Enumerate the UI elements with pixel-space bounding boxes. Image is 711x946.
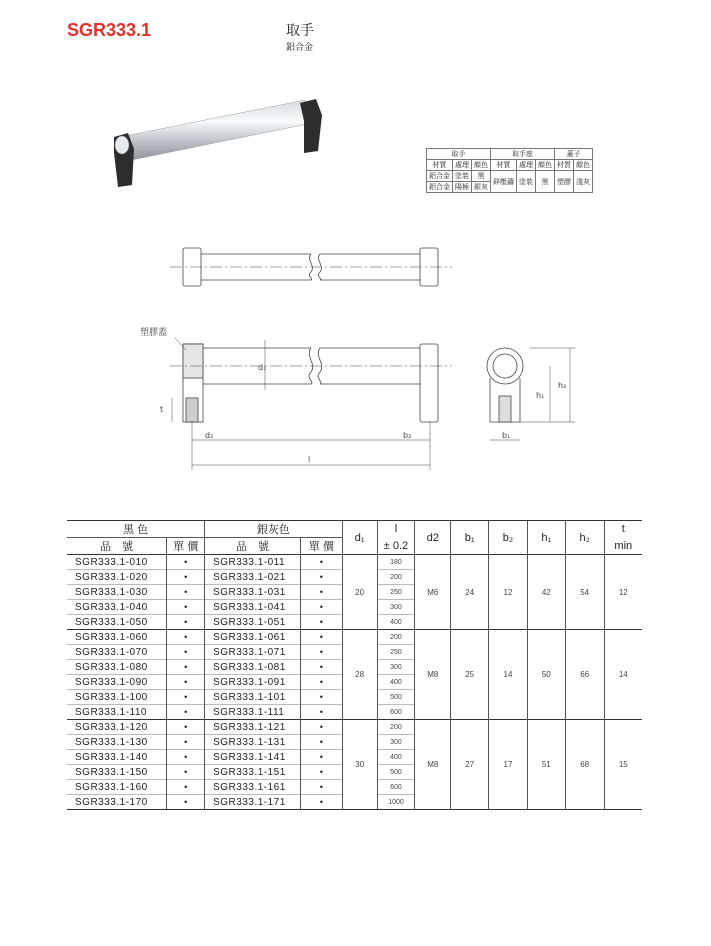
cell-l: 180 xyxy=(377,555,415,570)
cell-d1: 30 xyxy=(342,720,377,810)
spec-cell: 陽極 xyxy=(453,182,472,193)
price-black: • xyxy=(167,720,205,735)
price-black: • xyxy=(167,660,205,675)
header-h1: h₁ xyxy=(527,521,565,555)
cell-l: 200 xyxy=(377,720,415,735)
spec-cell: 銀灰 xyxy=(472,182,491,193)
cell-l: 400 xyxy=(377,615,415,630)
cell-l: 400 xyxy=(377,675,415,690)
side-view xyxy=(170,338,452,470)
cell-b2: 12 xyxy=(489,555,528,630)
price-silver: • xyxy=(300,660,342,675)
cell-h1: 50 xyxy=(527,630,565,720)
price-black: • xyxy=(167,570,205,585)
cell-l: 300 xyxy=(377,735,415,750)
spec-subheader: 處理 xyxy=(517,160,536,171)
cell-h2: 68 xyxy=(565,720,604,810)
header-h2: h₂ xyxy=(565,521,604,555)
header-t-min: min xyxy=(604,538,642,555)
spec-group-base: 取手座 xyxy=(491,149,555,160)
price-black: • xyxy=(167,690,205,705)
price-black: • xyxy=(167,555,205,570)
spec-subheader: 顏色 xyxy=(574,160,593,171)
part-no-silver: SGR333.1-101 xyxy=(205,690,301,705)
part-no-black: SGR333.1-040 xyxy=(67,600,167,615)
part-no-black: SGR333.1-110 xyxy=(67,705,167,720)
header-part-no: 品 號 xyxy=(205,538,301,555)
part-no-black: SGR333.1-050 xyxy=(67,615,167,630)
price-silver: • xyxy=(300,600,342,615)
part-no-silver: SGR333.1-081 xyxy=(205,660,301,675)
part-no-silver: SGR333.1-091 xyxy=(205,675,301,690)
spec-cell: 黑 xyxy=(472,171,491,182)
cell-b1: 24 xyxy=(451,555,489,630)
price-black: • xyxy=(167,705,205,720)
cell-l: 200 xyxy=(377,570,415,585)
cell-d1: 20 xyxy=(342,555,377,630)
dim-h2-label: h₂ xyxy=(558,381,567,390)
part-no-black: SGR333.1-170 xyxy=(67,795,167,810)
product-title: 取手 xyxy=(286,23,314,39)
product-table xyxy=(67,520,642,810)
spec-subheader: 材質 xyxy=(427,160,453,171)
product-material: 鋁合金 xyxy=(286,43,314,53)
part-no-black: SGR333.1-060 xyxy=(67,630,167,645)
price-black: • xyxy=(167,750,205,765)
price-silver: • xyxy=(300,615,342,630)
part-no-silver: SGR333.1-141 xyxy=(205,750,301,765)
price-silver: • xyxy=(300,705,342,720)
spec-cell: 塗裝 xyxy=(453,171,472,182)
part-no-silver: SGR333.1-111 xyxy=(205,705,301,720)
part-no-silver: SGR333.1-011 xyxy=(205,555,301,570)
dim-l-label: l xyxy=(308,455,311,464)
part-no-black: SGR333.1-010 xyxy=(67,555,167,570)
spec-subheader: 材質 xyxy=(555,160,574,171)
part-no-black: SGR333.1-090 xyxy=(67,675,167,690)
cell-t: 15 xyxy=(604,720,642,810)
cell-h1: 42 xyxy=(527,555,565,630)
price-black: • xyxy=(167,600,205,615)
spec-cell: 鋁合金 xyxy=(427,182,453,193)
part-no-silver: SGR333.1-041 xyxy=(205,600,301,615)
cell-l: 1000 xyxy=(377,795,415,810)
price-silver: • xyxy=(300,750,342,765)
spec-cell: 塑膠 xyxy=(555,171,574,193)
table-row xyxy=(67,630,642,645)
cell-t: 12 xyxy=(604,555,642,630)
table-row xyxy=(67,555,642,570)
cell-l: 300 xyxy=(377,600,415,615)
table-row xyxy=(67,720,642,735)
spec-subheader: 處理 xyxy=(453,160,472,171)
price-silver: • xyxy=(300,630,342,645)
header-l-tolerance: ± 0.2 xyxy=(377,538,415,555)
header-b2: b₂ xyxy=(489,521,528,555)
price-black: • xyxy=(167,630,205,645)
header-d2: d2 xyxy=(415,521,451,555)
part-no-black: SGR333.1-020 xyxy=(67,570,167,585)
header-price: 單 價 xyxy=(300,538,342,555)
price-black: • xyxy=(167,675,205,690)
cell-b1: 25 xyxy=(451,630,489,720)
header-part-no: 品 號 xyxy=(67,538,167,555)
part-no-silver: SGR333.1-031 xyxy=(205,585,301,600)
spec-subheader: 材質 xyxy=(491,160,517,171)
spec-cell: 鋁合金 xyxy=(427,171,453,182)
part-no-black: SGR333.1-070 xyxy=(67,645,167,660)
part-no-black: SGR333.1-120 xyxy=(67,720,167,735)
header-silver: 銀灰色 xyxy=(205,521,343,538)
price-silver: • xyxy=(300,735,342,750)
part-no-black: SGR333.1-150 xyxy=(67,765,167,780)
dim-b2-label: b₂ xyxy=(403,431,412,440)
price-black: • xyxy=(167,765,205,780)
part-no-silver: SGR333.1-171 xyxy=(205,795,301,810)
spec-subheader: 顏色 xyxy=(472,160,491,171)
cell-d2: M8 xyxy=(415,630,451,720)
part-no-silver: SGR333.1-061 xyxy=(205,630,301,645)
part-no-silver: SGR333.1-071 xyxy=(205,645,301,660)
price-black: • xyxy=(167,795,205,810)
spec-group-cap: 蓋子 xyxy=(555,149,593,160)
cell-d2: M8 xyxy=(415,720,451,810)
spec-cell: 淺灰 xyxy=(574,171,593,193)
cap-label: 塑膠蓋 xyxy=(140,328,168,338)
part-no-black: SGR333.1-080 xyxy=(67,660,167,675)
price-silver: • xyxy=(300,570,342,585)
part-no-silver: SGR333.1-131 xyxy=(205,735,301,750)
part-no-black: SGR333.1-100 xyxy=(67,690,167,705)
part-no-silver: SGR333.1-121 xyxy=(205,720,301,735)
cell-l: 500 xyxy=(377,765,415,780)
part-no-silver: SGR333.1-021 xyxy=(205,570,301,585)
cell-l: 250 xyxy=(377,585,415,600)
dim-t-label: t xyxy=(160,405,164,414)
cell-t: 14 xyxy=(604,630,642,720)
dim-h1-label: h₁ xyxy=(536,391,545,400)
spec-cell: 塗裝 xyxy=(517,171,536,193)
price-silver: • xyxy=(300,690,342,705)
price-black: • xyxy=(167,615,205,630)
cell-l: 250 xyxy=(377,645,415,660)
cell-h2: 54 xyxy=(565,555,604,630)
price-black: • xyxy=(167,645,205,660)
price-silver: • xyxy=(300,585,342,600)
cell-h1: 51 xyxy=(527,720,565,810)
part-no-silver: SGR333.1-051 xyxy=(205,615,301,630)
price-silver: • xyxy=(300,720,342,735)
part-no-black: SGR333.1-130 xyxy=(67,735,167,750)
cell-l: 600 xyxy=(377,705,415,720)
spec-group-handle: 取手 xyxy=(427,149,491,160)
price-silver: • xyxy=(300,795,342,810)
header-black: 黑 色 xyxy=(67,521,205,538)
cell-b2: 14 xyxy=(489,630,528,720)
cell-l: 500 xyxy=(377,690,415,705)
cell-h2: 66 xyxy=(565,630,604,720)
end-view xyxy=(487,348,575,440)
price-black: • xyxy=(167,735,205,750)
header-d1: d₁ xyxy=(342,521,377,555)
header-b1: b₁ xyxy=(451,521,489,555)
spec-cell: 鋅壓鑄 xyxy=(491,171,517,193)
cell-d2: M6 xyxy=(415,555,451,630)
cell-l: 400 xyxy=(377,750,415,765)
part-no-silver: SGR333.1-151 xyxy=(205,765,301,780)
price-black: • xyxy=(167,780,205,795)
top-view xyxy=(170,248,452,286)
cell-l: 300 xyxy=(377,660,415,675)
cell-l: 200 xyxy=(377,630,415,645)
price-silver: • xyxy=(300,675,342,690)
price-silver: • xyxy=(300,765,342,780)
product-code: SGR333.1 xyxy=(67,20,152,40)
price-black: • xyxy=(167,585,205,600)
price-silver: • xyxy=(300,645,342,660)
price-silver: • xyxy=(300,780,342,795)
part-no-black: SGR333.1-030 xyxy=(67,585,167,600)
dim-b1-label: b₁ xyxy=(502,431,511,440)
spec-subheader: 顏色 xyxy=(536,160,555,171)
dim-d2-label: d₂ xyxy=(205,431,214,440)
header-price: 單 價 xyxy=(167,538,205,555)
part-no-black: SGR333.1-140 xyxy=(67,750,167,765)
header-l: l xyxy=(377,521,415,538)
header-t: t xyxy=(604,521,642,538)
part-no-silver: SGR333.1-161 xyxy=(205,780,301,795)
part-no-black: SGR333.1-160 xyxy=(67,780,167,795)
cell-d1: 28 xyxy=(342,630,377,720)
cell-l: 600 xyxy=(377,780,415,795)
price-silver: • xyxy=(300,555,342,570)
dim-d1-label: d₁ xyxy=(258,363,267,372)
cell-b2: 17 xyxy=(489,720,528,810)
spec-cell: 黑 xyxy=(536,171,555,193)
cell-b1: 27 xyxy=(451,720,489,810)
